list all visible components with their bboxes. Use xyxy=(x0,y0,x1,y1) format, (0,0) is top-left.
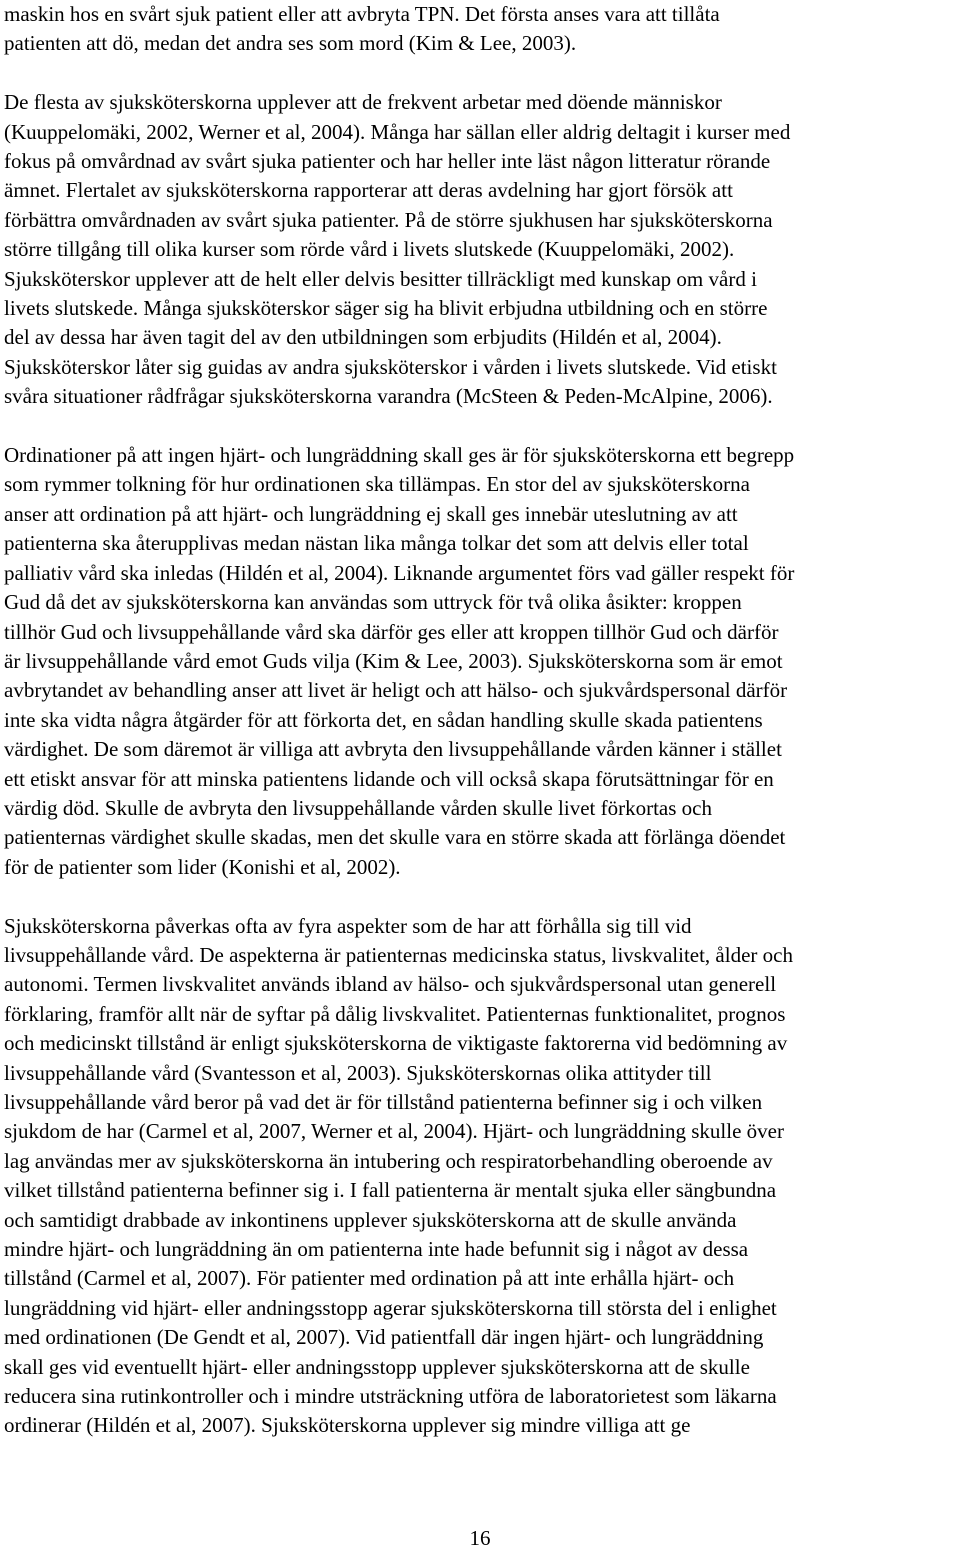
paragraph-resuscitation-orders: Ordinationer på att ingen hjärt- och lungräddning skall ges är för sjuksköterskorna ett begrepp som rymmer tolkning för hur ordinationen ska tillämpas. En stor del av sjuksköterskorna anser att ordination på att hjärt- och lungräddning ej skall ges innebär uteslutning av att patienterna ska återupplivas medan nästan lika många tolkar det som att delvis eller total palliativ vård ska inledas (Hildén et al, 2004). Liknande argumentet förs vad gäller respekt för Gud då det av sjuksköterskorna kan användas som uttryck för två olika åsikter: kroppen tillhör Gud och livsuppehållande vård ska därför ges eller att kroppen tillhör Gud och därför är livsuppehållande vård emot Guds vilja (Kim & Lee, 2003). Sjuksköterskorna som är emot avbrytandet av behandling anser att livet är heligt och att hälso- och sjukvårdspersonal därför inte ska vidta några åtgärder för att förkorta det, en sådan handling skulle skada patientens värdighet. De som däremot är villiga att avbryta den livsuppehållande vården känner i stället ett etiskt ansvar för att minska patientens lidande och vill också skapa förutsättningar för en värdig död. Skulle de avbryta den livsuppehållande vården skulle livet förkortas och patienternas värdighet skulle skadas, men det skulle vara en större skada att förlänga döendet för de patienter som lider (Konishi et al, 2002). xyxy=(4,443,795,879)
paragraph-four-aspects: Sjuksköterskorna påverkas ofta av fyra aspekter som de har att förhålla sig till vid livsuppehållande vård. De aspekterna är patienternas medicinska status, livskvalitet, ålder och autonomi. Termen livskvalitet används ibland av hälso- och sjukvårdspersonal utan generell förklaring, framför allt när de syftar på dålig livskvalitet. Patienternas funktionalitet, prognos och medicinskt tillstånd är enligt sjuksköterskorna de viktigaste faktorerna vid bedömning av livsuppehållande vård (Svantesson et al, 2003). Sjuksköterskornas olika attityder till livsuppehållande vård beror på vad det är för tillstånd patienterna befinner sig i och vilken sjukdom de har (Carmel et al, 2007, Werner et al, 2004). Hjärt- och lungräddning skulle över lag användas mer av sjuksköterskorna än intubering och respiratorbehandling oberoende av vilket tillstånd patienterna befinner sig i. I fall patienterna är mentalt sjuka eller sängbundna och samtidigt drabbade av inkontinens upplever sjuksköterskorna att de skulle använda mindre hjärt- och lungräddning än om patienterna inte hade befunnit sig i något av dessa tillstånd (Carmel et al, 2007). För patienter med ordination på att inte erhålla hjärt- och lungräddning vid hjärt- eller andningsstopp agerar sjuksköterskorna till största del i enlighet med ordinationen (De Gendt et al, 2007). Vid patientfall där ingen hjärt- och lungräddning skall ges vid eventuellt hjärt- eller andningsstopp upplever sjuksköterskorna att de skulle reducera sina rutinkontroller och i mindre utsträckning utföra de laboratorietest som läkarna ordinerar (Hildén et al, 2007). Sjuksköterskorna upplever sig mindre villiga att ge xyxy=(4,913,793,1438)
document-page xyxy=(4,0,956,1470)
page-number: 16 xyxy=(469,1526,491,1550)
paragraph-nurse-experience: De flesta av sjuksköterskorna upplever att de frekvent arbetar med döende människor (Kuuppelomäki, 2002, Werner et al, 2004). Många har sällan eller aldrig deltagit i kurser med fokus på omvårdnad av svårt sjuka patienter och har heller inte läst någon litteratur rörande ämnet. Flertalet av sjuksköterskorna rapporterar att deras avdelning har gjort försök att förbättra omvårdnaden av svårt sjuka patienter. På de större sjukhusen har sjuksköterskorna större tillgång till olika kurser som rörde vård i livets slutskede (Kuuppelomäki, 2002). Sjuksköterskor upplever att de helt eller delvis besitter tillräckligt med kunskap om vård i livets slutskede. Många sjuksköterskor säger sig ha blivit erbjudna utbildning och en större del av dessa har även tagit del av den utbildningen som erbjudits (Hildén et al, 2004). Sjuksköterskor låter sig guidas av andra sjuksköterskor i vården i livets slutskede. Vid etiskt svåra situationer rådfrågar sjuksköterskorna varandra (McSteen & Peden-McAlpine, 2006). xyxy=(4,90,791,409)
paragraph-continuation: maskin hos en svårt sjuk patient eller att avbryta TPN. Det första anses vara att tillåta patienten att dö, medan det andra ses som mord (Kim & Lee, 2003). xyxy=(4,2,720,56)
